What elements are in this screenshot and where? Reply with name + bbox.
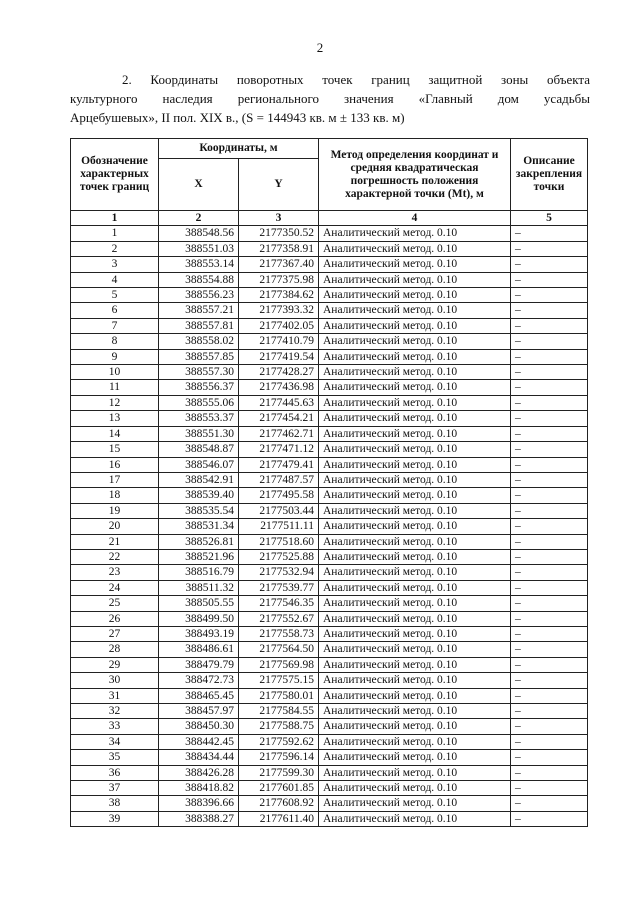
table-row — [71, 380, 588, 395]
section-heading — [70, 70, 590, 127]
point-number-cell: 14 — [71, 426, 159, 441]
method-cell: Аналитический метод. 0.10 — [319, 241, 511, 256]
method-cell: Аналитический метод. 0.10 — [319, 750, 511, 765]
point-number-cell: 1 — [71, 226, 159, 241]
description-cell: – — [511, 241, 588, 256]
table-row — [71, 488, 588, 503]
page-number: 2 — [316, 40, 324, 55]
description-cell: – — [511, 395, 588, 410]
point-number-cell: 33 — [71, 719, 159, 734]
table-row — [71, 519, 588, 534]
method-cell: Аналитический метод. 0.10 — [319, 472, 511, 487]
description-cell: – — [511, 457, 588, 472]
y-coordinate-cell: 2177558.73 — [239, 626, 319, 641]
y-coordinate-cell: 2177358.91 — [239, 241, 319, 256]
description-cell: – — [511, 719, 588, 734]
method-cell: Аналитический метод. 0.10 — [319, 719, 511, 734]
x-coordinate-cell: 388557.81 — [159, 318, 239, 333]
y-coordinate-cell: 2177419.54 — [239, 349, 319, 364]
method-cell: Аналитический метод. 0.10 — [319, 673, 511, 688]
point-number-cell: 24 — [71, 580, 159, 595]
table-row — [71, 596, 588, 611]
method-cell: Аналитический метод. 0.10 — [319, 734, 511, 749]
table-row — [71, 626, 588, 641]
x-coordinate-cell: 388526.81 — [159, 534, 239, 549]
method-cell: Аналитический метод. 0.10 — [319, 565, 511, 580]
method-cell: Аналитический метод. 0.10 — [319, 411, 511, 426]
x-coordinate-cell: 388505.55 — [159, 596, 239, 611]
method-cell: Аналитический метод. 0.10 — [319, 549, 511, 564]
point-number-cell: 6 — [71, 303, 159, 318]
x-coordinate-cell: 388546.07 — [159, 457, 239, 472]
table-row — [71, 457, 588, 472]
description-cell: – — [511, 226, 588, 241]
y-coordinate-cell: 2177402.05 — [239, 318, 319, 333]
point-number-cell: 36 — [71, 765, 159, 780]
x-coordinate-cell: 388548.56 — [159, 226, 239, 241]
table-row — [71, 365, 588, 380]
method-cell: Аналитический метод. 0.10 — [319, 395, 511, 410]
y-coordinate-cell: 2177592.62 — [239, 734, 319, 749]
y-coordinate-cell: 2177462.71 — [239, 426, 319, 441]
y-coordinate-cell: 2177584.55 — [239, 704, 319, 719]
table-row — [71, 580, 588, 595]
column-number: 4 — [319, 211, 511, 226]
table-row — [71, 349, 588, 364]
heading-line-2: культурного наследия регионального значения «Главный дом усадьбы — [70, 91, 590, 106]
description-cell: – — [511, 426, 588, 441]
method-cell: Аналитический метод. 0.10 — [319, 580, 511, 595]
y-coordinate-cell: 2177393.32 — [239, 303, 319, 318]
table-row — [71, 272, 588, 287]
table-row — [71, 226, 588, 241]
point-number-cell: 38 — [71, 796, 159, 811]
description-cell: – — [511, 488, 588, 503]
description-cell: – — [511, 704, 588, 719]
method-cell: Аналитический метод. 0.10 — [319, 334, 511, 349]
method-cell: Аналитический метод. 0.10 — [319, 442, 511, 457]
description-cell: – — [511, 596, 588, 611]
description-cell: – — [511, 673, 588, 688]
x-coordinate-cell: 388396.66 — [159, 796, 239, 811]
point-number-cell: 19 — [71, 503, 159, 518]
x-coordinate-cell: 388553.37 — [159, 411, 239, 426]
method-cell: Аналитический метод. 0.10 — [319, 349, 511, 364]
method-cell: Аналитический метод. 0.10 — [319, 288, 511, 303]
method-cell: Аналитический метод. 0.10 — [319, 811, 511, 826]
x-coordinate-cell: 388557.85 — [159, 349, 239, 364]
table-row — [71, 688, 588, 703]
description-cell: – — [511, 349, 588, 364]
x-coordinate-cell: 388554.88 — [159, 272, 239, 287]
x-coordinate-cell: 388556.37 — [159, 380, 239, 395]
description-cell: – — [511, 580, 588, 595]
point-number-cell: 10 — [71, 365, 159, 380]
point-number-cell: 16 — [71, 457, 159, 472]
table-row — [71, 257, 588, 272]
y-coordinate-cell: 2177552.67 — [239, 611, 319, 626]
description-cell: – — [511, 642, 588, 657]
coordinates-table — [70, 138, 588, 827]
method-cell: Аналитический метод. 0.10 — [319, 765, 511, 780]
point-number-cell: 15 — [71, 442, 159, 457]
y-coordinate-cell: 2177487.57 — [239, 472, 319, 487]
point-number-cell: 5 — [71, 288, 159, 303]
y-coordinate-cell: 2177532.94 — [239, 565, 319, 580]
point-number-cell: 39 — [71, 811, 159, 826]
method-cell: Аналитический метод. 0.10 — [319, 272, 511, 287]
y-coordinate-cell: 2177495.58 — [239, 488, 319, 503]
x-coordinate-cell: 388551.30 — [159, 426, 239, 441]
method-cell: Аналитический метод. 0.10 — [319, 226, 511, 241]
table-row — [71, 503, 588, 518]
table-row — [71, 565, 588, 580]
table-row — [71, 673, 588, 688]
x-coordinate-cell: 388426.28 — [159, 765, 239, 780]
method-cell: Аналитический метод. 0.10 — [319, 365, 511, 380]
method-cell: Аналитический метод. 0.10 — [319, 534, 511, 549]
table-row — [71, 549, 588, 564]
table-row — [71, 442, 588, 457]
column-number: 2 — [159, 211, 239, 226]
table-row — [71, 642, 588, 657]
description-cell: – — [511, 380, 588, 395]
table-row — [71, 765, 588, 780]
table-row — [71, 534, 588, 549]
y-coordinate-cell: 2177539.77 — [239, 580, 319, 595]
x-coordinate-cell: 388539.40 — [159, 488, 239, 503]
method-cell: Аналитический метод. 0.10 — [319, 781, 511, 796]
table-row — [71, 796, 588, 811]
table-row — [71, 288, 588, 303]
header-description: Описание закрепления точки — [511, 139, 588, 211]
y-coordinate-cell: 2177445.63 — [239, 395, 319, 410]
description-cell: – — [511, 549, 588, 564]
x-coordinate-cell: 388553.14 — [159, 257, 239, 272]
description-cell: – — [511, 657, 588, 672]
method-cell: Аналитический метод. 0.10 — [319, 596, 511, 611]
point-number-cell: 11 — [71, 380, 159, 395]
y-coordinate-cell: 2177588.75 — [239, 719, 319, 734]
description-cell: – — [511, 257, 588, 272]
table-row — [71, 750, 588, 765]
y-coordinate-cell: 2177564.50 — [239, 642, 319, 657]
method-cell: Аналитический метод. 0.10 — [319, 503, 511, 518]
x-coordinate-cell: 388457.97 — [159, 704, 239, 719]
header-y: Y — [239, 159, 319, 211]
x-coordinate-cell: 388555.06 — [159, 395, 239, 410]
heading-line-3: Арцебушевых», II пол. XIX в., (S = 144943 кв. м ± 133 кв. м) — [70, 110, 405, 125]
x-coordinate-cell: 388551.03 — [159, 241, 239, 256]
x-coordinate-cell: 388548.87 — [159, 442, 239, 457]
method-cell: Аналитический метод. 0.10 — [319, 704, 511, 719]
point-number-cell: 37 — [71, 781, 159, 796]
point-number-cell: 26 — [71, 611, 159, 626]
description-cell: – — [511, 472, 588, 487]
header-coordinates: Координаты, м — [159, 139, 319, 159]
table-row — [71, 334, 588, 349]
point-number-cell: 3 — [71, 257, 159, 272]
point-number-cell: 23 — [71, 565, 159, 580]
point-number-cell: 9 — [71, 349, 159, 364]
y-coordinate-cell: 2177525.88 — [239, 549, 319, 564]
x-coordinate-cell: 388558.02 — [159, 334, 239, 349]
x-coordinate-cell: 388388.27 — [159, 811, 239, 826]
description-cell: – — [511, 519, 588, 534]
x-coordinate-cell: 388418.82 — [159, 781, 239, 796]
description-cell: – — [511, 811, 588, 826]
method-cell: Аналитический метод. 0.10 — [319, 457, 511, 472]
description-cell: – — [511, 442, 588, 457]
header-point: Обозначение характерных точек границ — [71, 139, 159, 211]
x-coordinate-cell: 388479.79 — [159, 657, 239, 672]
table-row — [71, 734, 588, 749]
description-cell: – — [511, 734, 588, 749]
method-cell: Аналитический метод. 0.10 — [319, 303, 511, 318]
table-row — [71, 395, 588, 410]
x-coordinate-cell: 388465.45 — [159, 688, 239, 703]
description-cell: – — [511, 611, 588, 626]
y-coordinate-cell: 2177575.15 — [239, 673, 319, 688]
description-cell: – — [511, 503, 588, 518]
point-number-cell: 7 — [71, 318, 159, 333]
point-number-cell: 29 — [71, 657, 159, 672]
description-cell: – — [511, 272, 588, 287]
point-number-cell: 12 — [71, 395, 159, 410]
point-number-cell: 17 — [71, 472, 159, 487]
point-number-cell: 21 — [71, 534, 159, 549]
y-coordinate-cell: 2177479.41 — [239, 457, 319, 472]
method-cell: Аналитический метод. 0.10 — [319, 519, 511, 534]
x-coordinate-cell: 388472.73 — [159, 673, 239, 688]
method-cell: Аналитический метод. 0.10 — [319, 642, 511, 657]
y-coordinate-cell: 2177436.98 — [239, 380, 319, 395]
table-row — [71, 611, 588, 626]
point-number-cell: 32 — [71, 704, 159, 719]
column-number: 1 — [71, 211, 159, 226]
y-coordinate-cell: 2177601.85 — [239, 781, 319, 796]
description-cell: – — [511, 781, 588, 796]
method-cell: Аналитический метод. 0.10 — [319, 611, 511, 626]
method-cell: Аналитический метод. 0.10 — [319, 380, 511, 395]
column-number: 3 — [239, 211, 319, 226]
description-cell: – — [511, 565, 588, 580]
header-x: X — [159, 159, 239, 211]
table-row — [71, 303, 588, 318]
y-coordinate-cell: 2177608.92 — [239, 796, 319, 811]
description-cell: – — [511, 411, 588, 426]
y-coordinate-cell: 2177580.01 — [239, 688, 319, 703]
y-coordinate-cell: 2177511.11 — [239, 519, 319, 534]
table-row — [71, 781, 588, 796]
x-coordinate-cell: 388521.96 — [159, 549, 239, 564]
x-coordinate-cell: 388499.50 — [159, 611, 239, 626]
method-cell: Аналитический метод. 0.10 — [319, 426, 511, 441]
method-cell: Аналитический метод. 0.10 — [319, 796, 511, 811]
y-coordinate-cell: 2177599.30 — [239, 765, 319, 780]
y-coordinate-cell: 2177375.98 — [239, 272, 319, 287]
description-cell: – — [511, 534, 588, 549]
point-number-cell: 35 — [71, 750, 159, 765]
table-row — [71, 241, 588, 256]
x-coordinate-cell: 388535.54 — [159, 503, 239, 518]
description-cell: – — [511, 365, 588, 380]
table-row — [71, 472, 588, 487]
x-coordinate-cell: 388557.30 — [159, 365, 239, 380]
description-cell: – — [511, 765, 588, 780]
method-cell: Аналитический метод. 0.10 — [319, 257, 511, 272]
point-number-cell: 31 — [71, 688, 159, 703]
x-coordinate-cell: 388493.19 — [159, 626, 239, 641]
column-number: 5 — [511, 211, 588, 226]
point-number-cell: 20 — [71, 519, 159, 534]
point-number-cell: 28 — [71, 642, 159, 657]
method-cell: Аналитический метод. 0.10 — [319, 488, 511, 503]
point-number-cell: 13 — [71, 411, 159, 426]
point-number-cell: 22 — [71, 549, 159, 564]
point-number-cell: 2 — [71, 241, 159, 256]
y-coordinate-cell: 2177518.60 — [239, 534, 319, 549]
description-cell: – — [511, 334, 588, 349]
table-row — [71, 426, 588, 441]
table-row — [71, 704, 588, 719]
method-cell: Аналитический метод. 0.10 — [319, 318, 511, 333]
table-row — [71, 657, 588, 672]
table-row — [71, 719, 588, 734]
y-coordinate-cell: 2177569.98 — [239, 657, 319, 672]
method-cell: Аналитический метод. 0.10 — [319, 626, 511, 641]
y-coordinate-cell: 2177471.12 — [239, 442, 319, 457]
y-coordinate-cell: 2177384.62 — [239, 288, 319, 303]
point-number-cell: 27 — [71, 626, 159, 641]
x-coordinate-cell: 388557.21 — [159, 303, 239, 318]
description-cell: – — [511, 288, 588, 303]
table-row — [71, 318, 588, 333]
description-cell: – — [511, 318, 588, 333]
table-row — [71, 811, 588, 826]
x-coordinate-cell: 388556.23 — [159, 288, 239, 303]
y-coordinate-cell: 2177454.21 — [239, 411, 319, 426]
method-cell: Аналитический метод. 0.10 — [319, 657, 511, 672]
point-number-cell: 8 — [71, 334, 159, 349]
x-coordinate-cell: 388542.91 — [159, 472, 239, 487]
y-coordinate-cell: 2177611.40 — [239, 811, 319, 826]
description-cell: – — [511, 626, 588, 641]
x-coordinate-cell: 388486.61 — [159, 642, 239, 657]
point-number-cell: 18 — [71, 488, 159, 503]
table-row — [71, 411, 588, 426]
description-cell: – — [511, 688, 588, 703]
x-coordinate-cell: 388531.34 — [159, 519, 239, 534]
point-number-cell: 34 — [71, 734, 159, 749]
point-number-cell: 25 — [71, 596, 159, 611]
x-coordinate-cell: 388442.45 — [159, 734, 239, 749]
x-coordinate-cell: 388434.44 — [159, 750, 239, 765]
description-cell: – — [511, 796, 588, 811]
y-coordinate-cell: 2177596.14 — [239, 750, 319, 765]
y-coordinate-cell: 2177503.44 — [239, 503, 319, 518]
y-coordinate-cell: 2177367.40 — [239, 257, 319, 272]
description-cell: – — [511, 303, 588, 318]
y-coordinate-cell: 2177410.79 — [239, 334, 319, 349]
y-coordinate-cell: 2177350.52 — [239, 226, 319, 241]
header-method: Метод определения координат и средняя квадратическая погрешность положения характерной точки (Mt), м — [319, 139, 511, 211]
description-cell: – — [511, 750, 588, 765]
y-coordinate-cell: 2177546.35 — [239, 596, 319, 611]
point-number-cell: 30 — [71, 673, 159, 688]
x-coordinate-cell: 388450.30 — [159, 719, 239, 734]
x-coordinate-cell: 388511.32 — [159, 580, 239, 595]
x-coordinate-cell: 388516.79 — [159, 565, 239, 580]
heading-line-1: 2. Координаты поворотных точек границ защитной зоны объекта — [122, 72, 590, 87]
y-coordinate-cell: 2177428.27 — [239, 365, 319, 380]
point-number-cell: 4 — [71, 272, 159, 287]
column-numbers-row — [71, 211, 588, 226]
method-cell: Аналитический метод. 0.10 — [319, 688, 511, 703]
